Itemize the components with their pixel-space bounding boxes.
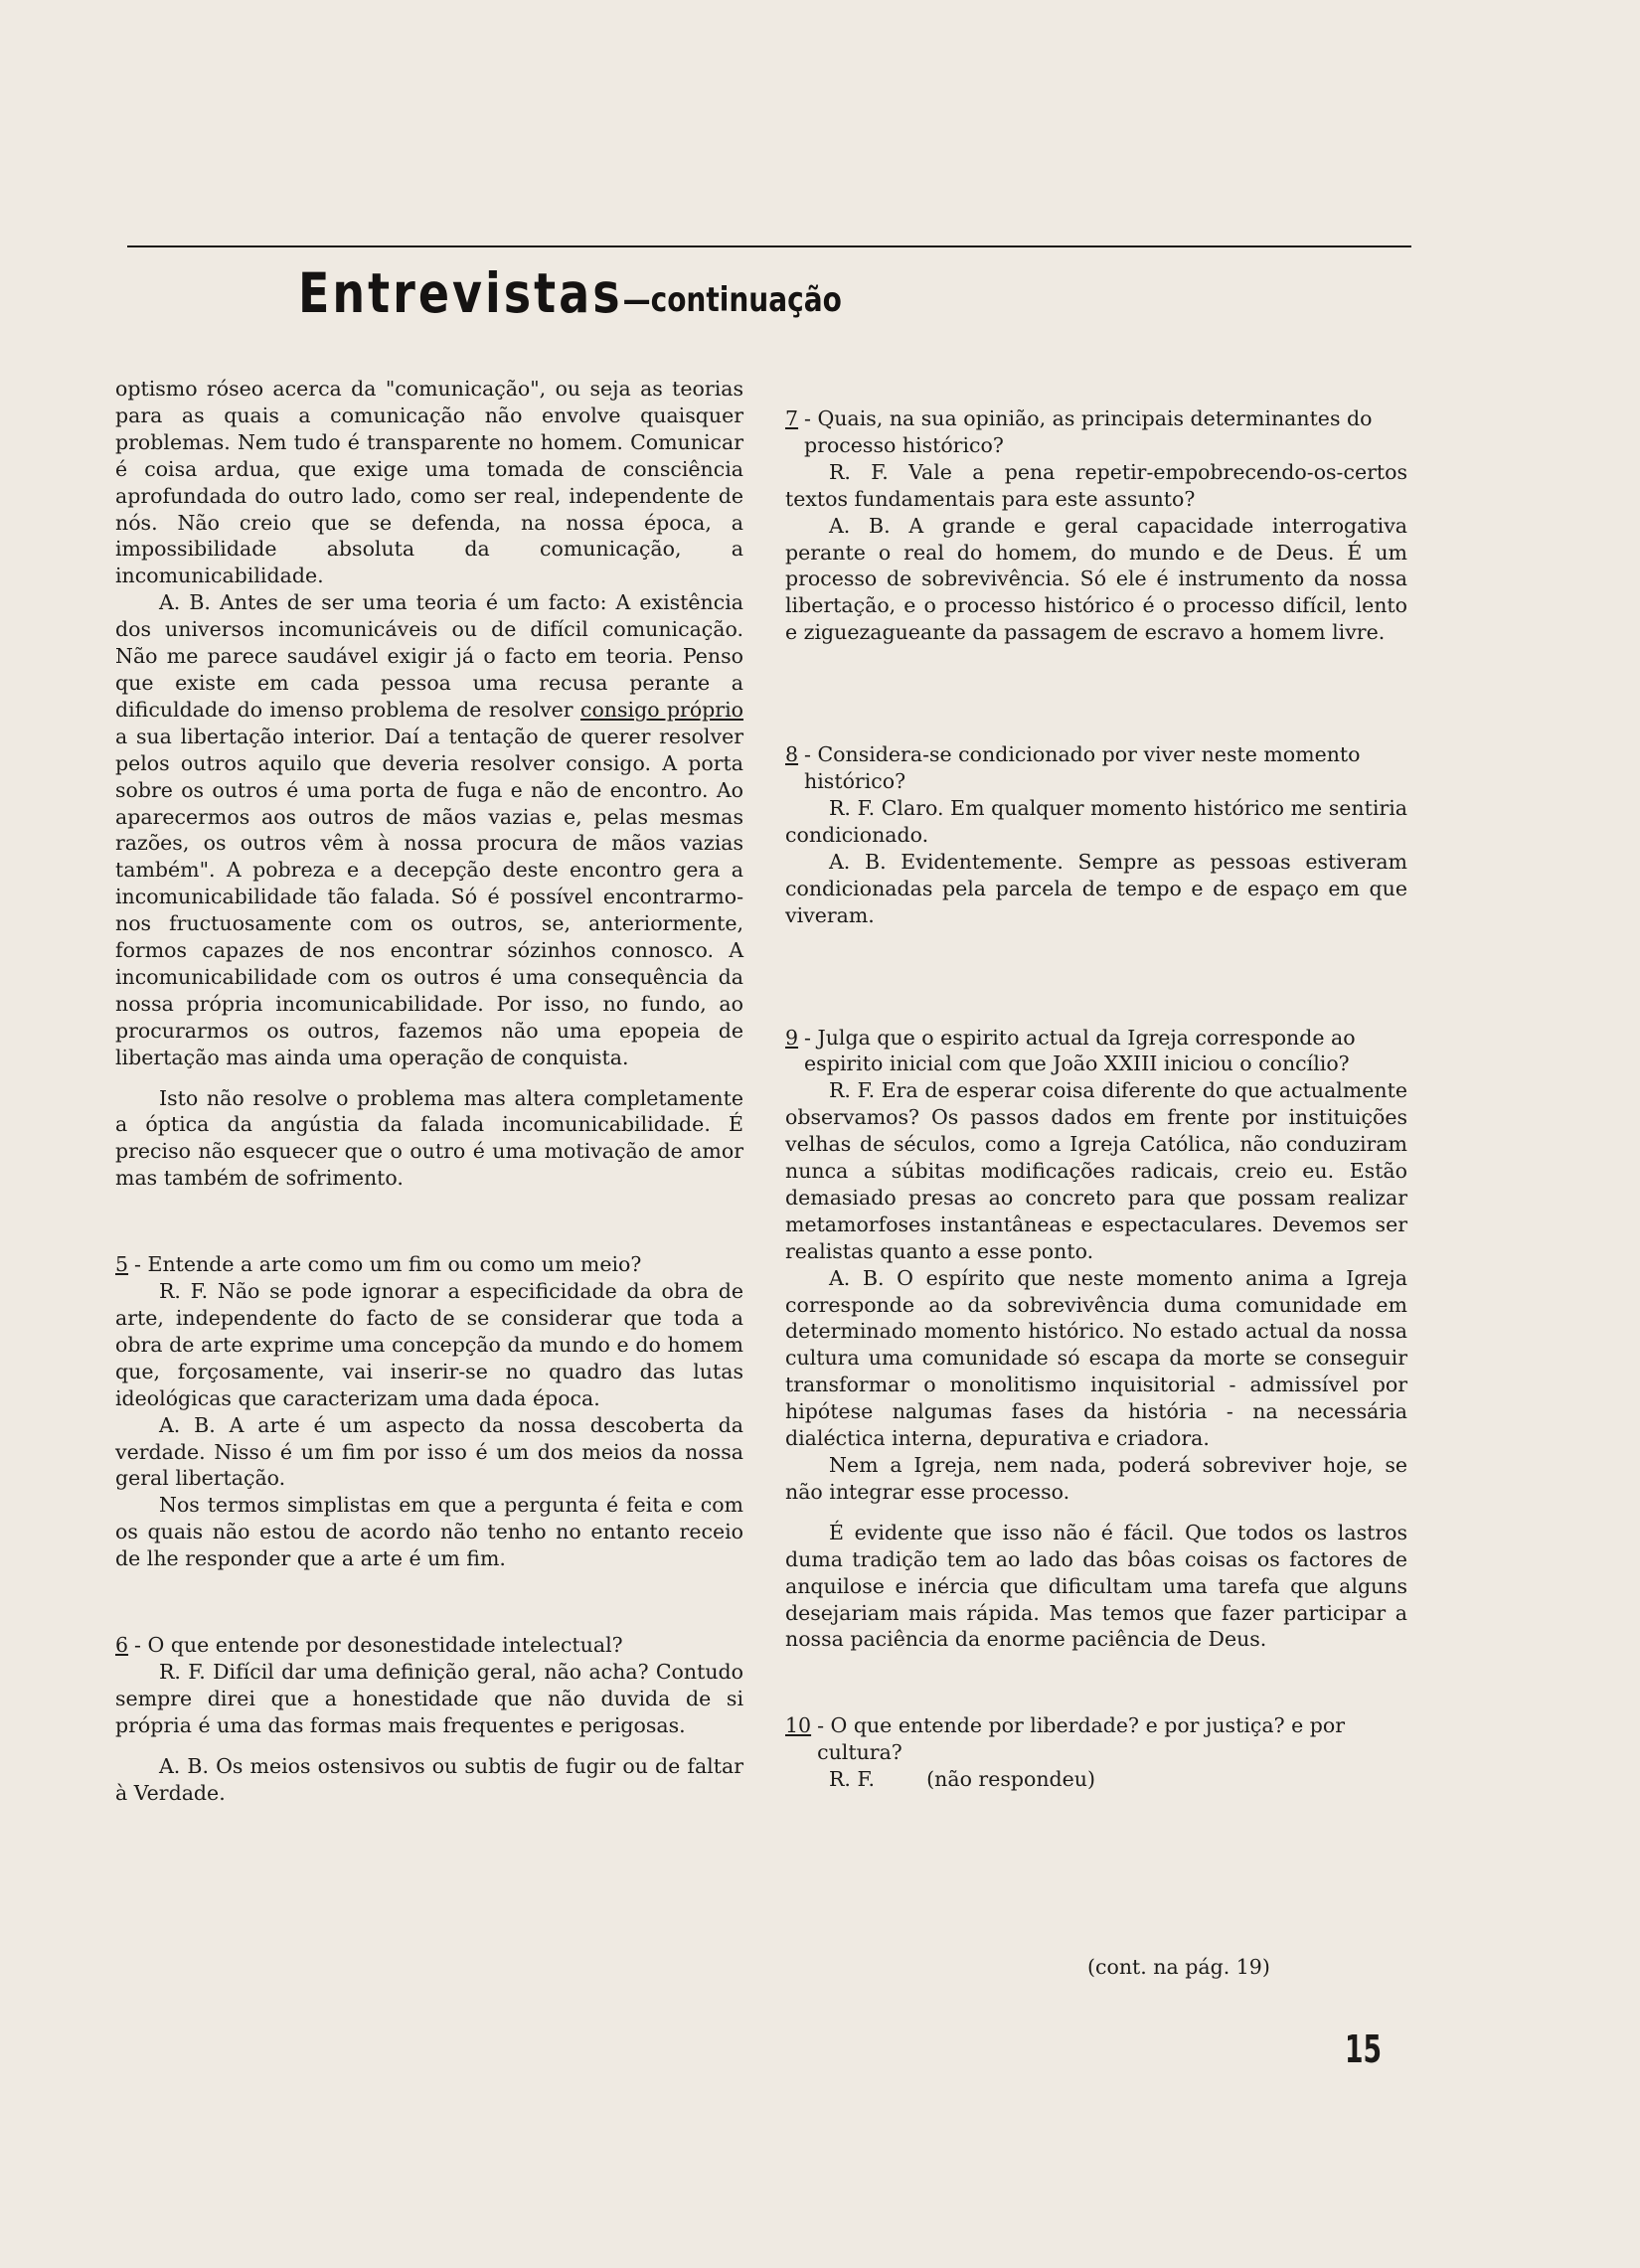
continuation-note: (cont. na pág. 19) — [1087, 1955, 1270, 1979]
paragraph: A. B. Antes de ser uma teoria é um facto: A existência dos universos incomunicáveis ou de difícil comunicação. Não me parece saudável exigir já o facto em teoria. Penso que existe em cada pessoa uma recusa perante a dificuldade do imenso problema de resolver consigo próprio a sua libertação interior. Daí a tentação de querer resolver pelos outros aquilo que deveria resolver consigo. A porta sobre os outros é uma porta de fuga e não de encontro. Ao aparecermos aos outros de mãos vazias e, pelas mesmas razões, os outros vêm à nossa procura de mãos vazias também". A pobreza e a decepção deste encontro gera a incomunicabilidade tão falada. Só é possível encontrarmo-nos fructuosamente com os outros, se, anteriormente, formos capazes de nos encontrar sózinhos connosco. A incomunicabilidade com os outros é uma consequência da nossa própria incomunicabilidade. Por isso, no fundo, ao procurarmos os outros, fazemos não uma epopeia de libertação mas ainda uma operação de conquista. — [115, 590, 743, 1069]
question-5 — [115, 1251, 743, 1278]
question-number: 10 — [785, 1713, 812, 1738]
question-8 — [785, 741, 1407, 795]
answer-rf: R. F. Claro. Em qualquer momento histórico me sentiria condicionado. — [785, 795, 1407, 847]
answer-rf: R. F. Não se pode ignorar a especificidade da obra de arte, independente do facto de se considerar que toda a obra de arte exprime uma concepção da mundo e do homem que, forçosamente, vai inserir-se no quadro das lutas ideológicas que caracterizam uma dada época. — [115, 1279, 743, 1410]
heading-title: Entrevistas — [298, 260, 623, 326]
page-number: 15 — [1345, 2027, 1383, 2071]
question-6 — [115, 1632, 743, 1659]
page-heading — [298, 260, 842, 326]
left-column — [115, 376, 743, 1807]
answer-ab: A. B. Evidentemente. Sempre as pessoas estiveram condicionadas pela parcela de tempo e de espaço em que viveram. — [785, 849, 1407, 927]
answer-rf: R. F. (não respondeu) — [829, 1767, 1096, 1792]
question-text: - Considera-se condicionado por viver neste momento histórico? — [804, 742, 1361, 794]
question-10 — [785, 1712, 1407, 1766]
question-9 — [785, 1025, 1407, 1078]
question-7 — [785, 405, 1407, 459]
answer-ab: A. B. Os meios ostensivos ou subtis de fugir ou de faltar à Verdade. — [115, 1753, 743, 1805]
answer-ab: A. B. A arte é um aspecto da nossa descoberta da verdade. Nisso é um fim por isso é um dos meios da nossa geral libertação. — [115, 1412, 743, 1491]
question-number: 9 — [785, 1025, 799, 1050]
paragraph: Nos termos simplistas em que a pergunta é feita e com os quais não estou de acordo não tenho no entanto receio de lhe responder que a arte é um fim. — [115, 1493, 743, 1571]
answer-ab: A. B. A grande e geral capacidade interrogativa perante o real do homem, do mundo e de Deus. É um processo de sobrevivência. Só ele é instrumento da nossa libertação, e o processo histórico é o processo difícil, lento e ziguezagueante da passagem de escravo a homem livre. — [785, 513, 1407, 645]
paragraph: Nem a Igreja, nem nada, poderá sobreviver hoje, se não integrar esse processo. — [785, 1453, 1407, 1504]
paragraph: É evidente que isso não é fácil. Que todos os lastros duma tradição tem ao lado das bôas coisas os factores de anquilose e inércia que dificultam uma tarefa que alguns desejariam mais rápida. Mas temos que fazer participar a nossa paciência da enorme paciência de Deus. — [785, 1520, 1407, 1652]
question-number: 8 — [785, 742, 799, 767]
answer-rf: R. F. Era de esperar coisa diferente do que actualmente observamos? Os passos dados em frente por instituições velhas de séculos, como a Igreja Católica, não conduziram nunca a súbitas modificações radicais, creio eu. Estão demasiado presas ao concreto para que possam realizar metamorfoses instantâneas e espectaculares. Devemos ser realistas quanto a esse ponto. — [785, 1078, 1407, 1263]
question-text: - Quais, na sua opinião, as principais determinantes do processo histórico? — [804, 406, 1373, 457]
answer-rf: R. F. Difícil dar uma definição geral, não acha? Contudo sempre direi que a honestidade que não duvida de si própria é uma das formas mais frequentes e perigosas. — [115, 1659, 743, 1737]
question-number: 7 — [785, 406, 799, 430]
question-number: 6 — [115, 1633, 129, 1658]
question-text: - O que entende por liberdade? e por justiça? e por cultura? — [817, 1713, 1345, 1765]
question-text: - O que entende por desonestidade intelectual? — [134, 1633, 623, 1658]
question-text: - Julga que o espirito actual da Igreja corresponde ao espirito inicial com que João XXIII iniciou o concílio? — [804, 1025, 1356, 1076]
answer-rf: R. F. Vale a pena repetir-empobrecendo-os-certos textos fundamentais para este assunto? — [785, 459, 1407, 511]
heading-subtitle: —continuação — [622, 279, 842, 320]
question-text: - Entende a arte como um fim ou como um meio? — [134, 1252, 642, 1277]
paragraph: optismo róseo acerca da "comunicação", ou seja as teorias para as quais a comunicação não envolve quaisquer problemas. Nem tudo é transparente no homem. Comunicar é coisa ardua, que exige uma tomada de consciência aprofundada do outro lado, como ser real, independente de nós. Não creio que se defenda, na nossa época, a impossibilidade absoluta da comunicação, a incomunicabilidade. — [115, 377, 743, 588]
answer-ab: A. B. O espírito que neste momento anima a Igreja corresponde ao da sobrevivência duma comunidade em determinado momento histórico. No estado actual da nossa cultura uma comunidade só escapa da morte se conseguir transformar o monolitismo inquisitorial - admissível por hipótese nalgumas fases da história - na necessária dialéctica interna, depurativa e criadora. — [785, 1265, 1407, 1451]
right-column — [785, 405, 1407, 1793]
underlined-phrase: consigo próprio — [579, 697, 743, 722]
question-number: 5 — [115, 1252, 129, 1277]
paragraph: Isto não resolve o problema mas altera completamente a óptica da angústia da falada incomunicabilidade. É preciso não esquecer que o outro é uma motivação de amor mas também de sofrimento. — [115, 1085, 743, 1191]
header-rule — [127, 245, 1411, 247]
